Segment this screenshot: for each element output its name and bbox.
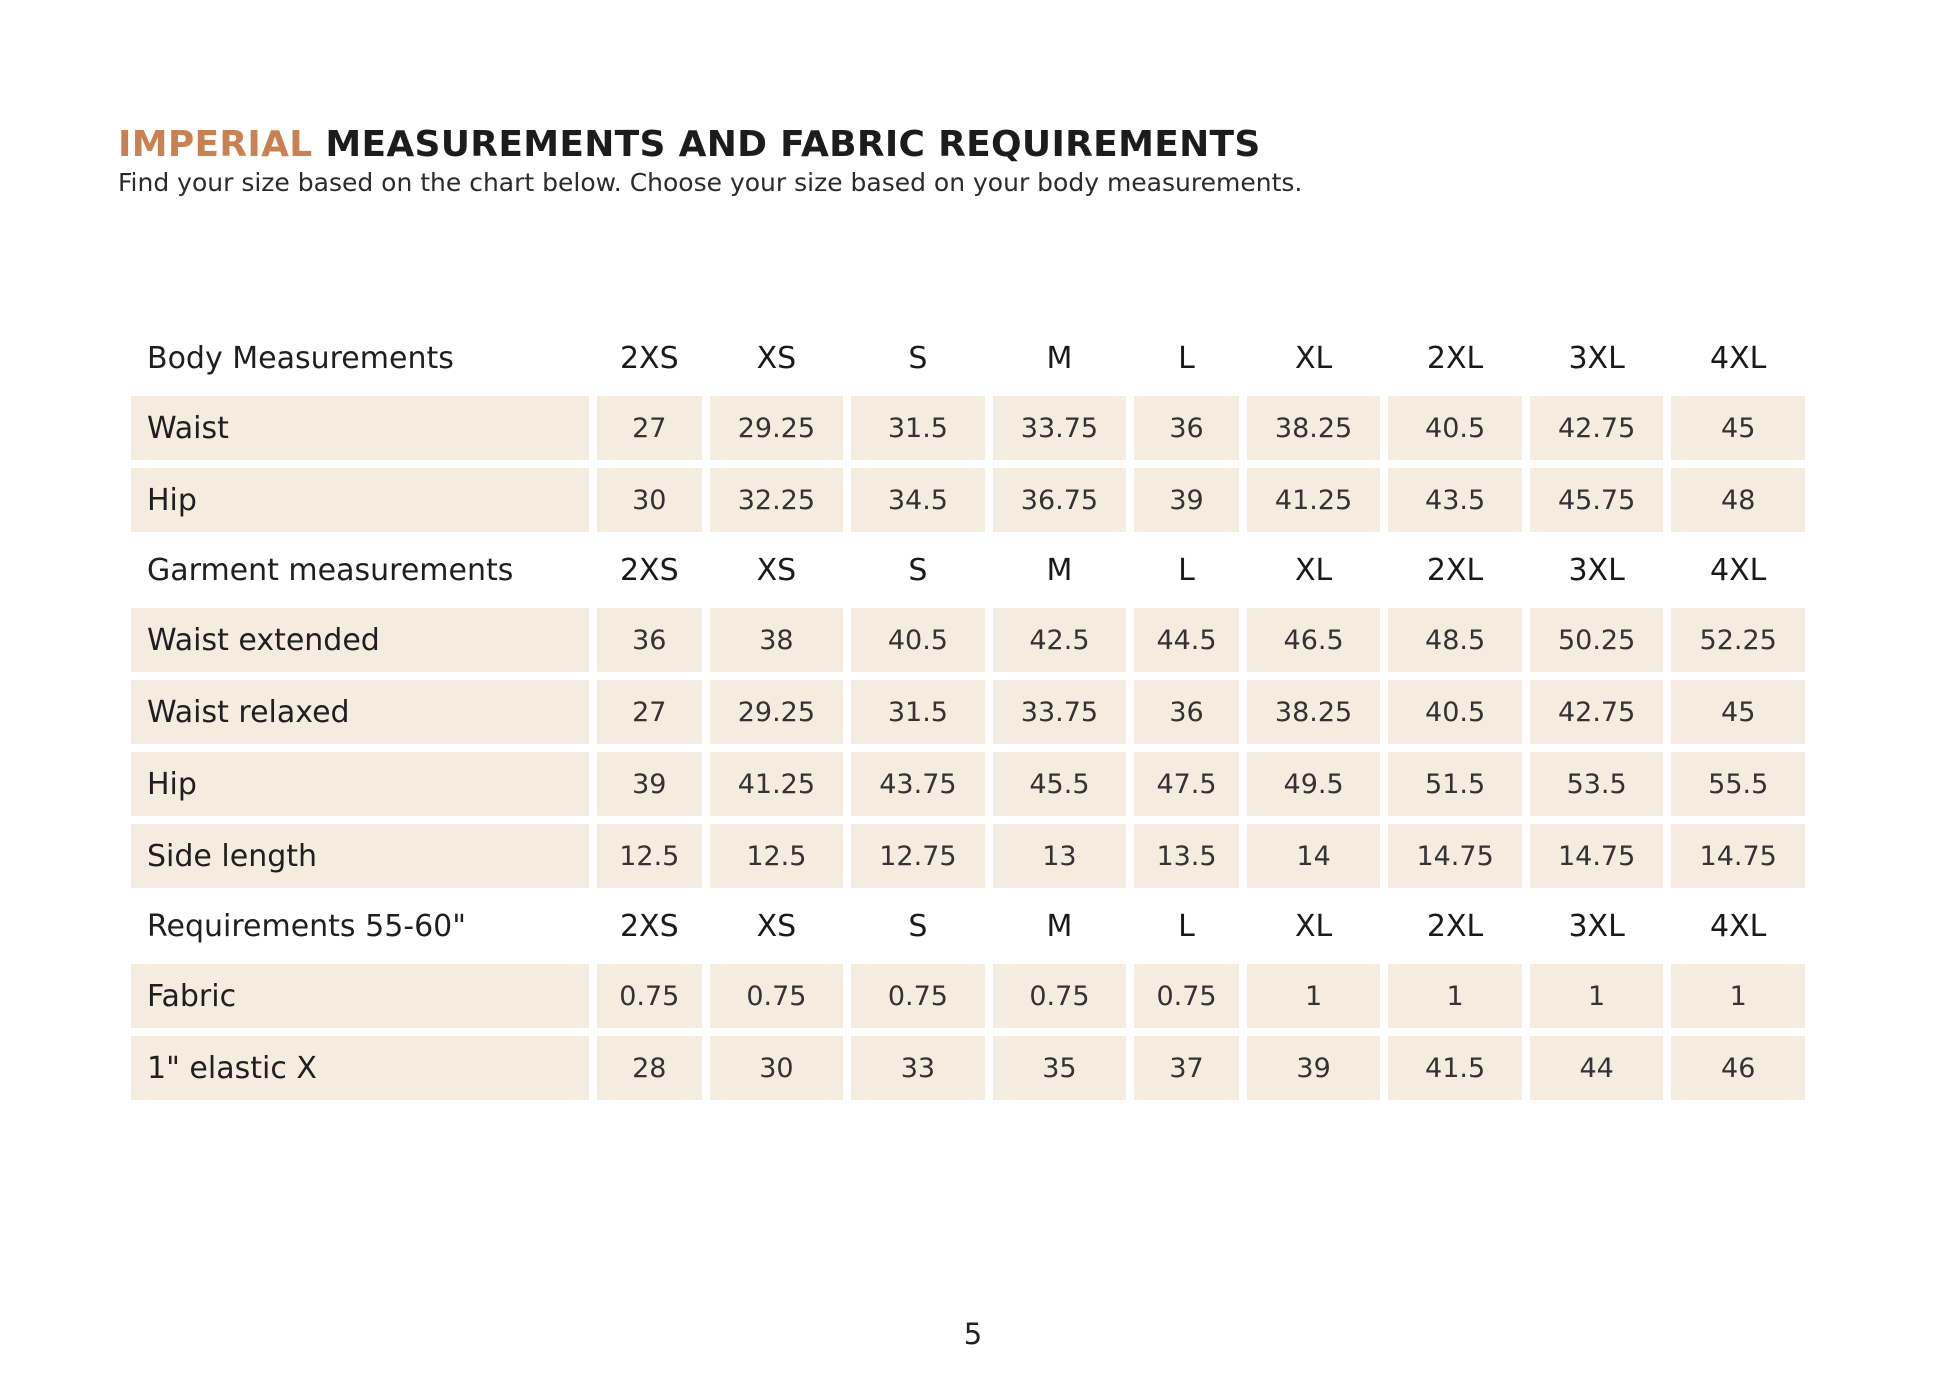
value-cell: 48 [1671,468,1805,532]
measurement-row-waist-relaxed [131,680,1805,744]
size-column-header: M [1046,340,1073,376]
section-heading: Body Measurements [147,340,454,376]
size-column-header: 2XL [1426,908,1484,944]
size-column-header: XS [756,552,797,588]
section-heading: Requirements 55-60" [147,908,467,944]
value-cell: 37 [1134,1036,1239,1100]
value-cell: 1 [1388,964,1522,1028]
value-cell: 31.5 [851,680,985,744]
value-cell: 45.5 [993,752,1127,816]
value-cell: 33.75 [993,680,1127,744]
value-cell: 14 [1247,824,1381,888]
size-column-header: S [908,908,928,944]
size-column-header: 2XS [619,340,679,376]
measurement-row-waist [131,396,1805,460]
size-column-header: 3XL [1568,552,1625,588]
value-cell: 50.25 [1530,608,1664,672]
value-cell: 36 [1134,396,1239,460]
value-cell: 41.25 [710,752,844,816]
size-column-header: XL [1294,552,1333,588]
size-column-header: 3XL [1568,340,1625,376]
value-cell: 36 [1134,680,1239,744]
value-cell: 42.75 [1530,680,1664,744]
measurement-row-1-elastic-x [131,1036,1805,1100]
value-cell: 43.75 [851,752,985,816]
value-cell: 12.5 [710,824,844,888]
value-cell: 39 [1247,1036,1381,1100]
value-cell: 30 [710,1036,844,1100]
value-cell: 38 [710,608,844,672]
value-cell: 0.75 [851,964,985,1028]
value-cell: 34.5 [851,468,985,532]
value-cell: 40.5 [1388,680,1522,744]
title-rest: MEASUREMENTS AND FABRIC REQUIREMENTS [325,124,1261,165]
value-cell: 42.5 [993,608,1127,672]
value-cell: 12.5 [597,824,702,888]
value-cell: 30 [597,468,702,532]
row-label: Side length [131,824,589,888]
value-cell: 27 [597,680,702,744]
row-label: Waist [131,396,589,460]
value-cell: 40.5 [851,608,985,672]
size-column-header: 4XL [1710,552,1767,588]
value-cell: 45.75 [1530,468,1664,532]
title-accent: IMPERIAL [118,124,313,165]
value-cell: 35 [993,1036,1127,1100]
measurement-row-hip [131,752,1805,816]
value-cell: 36.75 [993,468,1127,532]
value-cell: 14.75 [1388,824,1522,888]
value-cell: 28 [597,1036,702,1100]
value-cell: 45 [1671,680,1805,744]
value-cell: 1 [1247,964,1381,1028]
section-header-row [131,328,1805,388]
value-cell: 44.5 [1134,608,1239,672]
row-label: Waist extended [131,608,589,672]
value-cell: 40.5 [1388,396,1522,460]
size-column-header: M [1046,908,1073,944]
value-cell: 53.5 [1530,752,1664,816]
value-cell: 46.5 [1247,608,1381,672]
value-cell: 47.5 [1134,752,1239,816]
value-cell: 41.5 [1388,1036,1522,1100]
size-chart-body [131,328,1805,1100]
value-cell: 32.25 [710,468,844,532]
value-cell: 14.75 [1530,824,1664,888]
size-column-header: XS [756,908,797,944]
value-cell: 49.5 [1247,752,1381,816]
value-cell: 0.75 [597,964,702,1028]
size-chart-table [123,320,1813,1108]
value-cell: 45 [1671,396,1805,460]
value-cell: 0.75 [710,964,844,1028]
size-column-header: XL [1294,908,1333,944]
size-column-header: L [1178,552,1195,588]
size-column-header: XS [756,340,797,376]
measurement-row-waist-extended [131,608,1805,672]
value-cell: 29.25 [710,680,844,744]
size-column-header: S [908,552,928,588]
size-column-header: 4XL [1710,908,1767,944]
size-column-header: L [1178,908,1195,944]
value-cell: 27 [597,396,702,460]
value-cell: 0.75 [1134,964,1239,1028]
value-cell: 46 [1671,1036,1805,1100]
row-label: Hip [131,468,589,532]
page-subtitle: Find your size based on the chart below. Choose your size based on your body measurements. [118,168,1303,197]
value-cell: 13 [993,824,1127,888]
value-cell: 1 [1530,964,1664,1028]
measurement-row-hip [131,468,1805,532]
measurement-row-side-length [131,824,1805,888]
value-cell: 48.5 [1388,608,1522,672]
size-column-header: L [1178,340,1195,376]
size-column-header: S [908,340,928,376]
value-cell: 36 [597,608,702,672]
row-label: 1" elastic X [131,1036,589,1100]
value-cell: 51.5 [1388,752,1522,816]
size-column-header: 2XS [619,908,679,944]
section-header-row [131,896,1805,956]
value-cell: 14.75 [1671,824,1805,888]
value-cell: 33 [851,1036,985,1100]
size-column-header: 2XL [1426,552,1484,588]
measurement-row-fabric [131,964,1805,1028]
size-column-header: 2XS [619,552,679,588]
row-label: Hip [131,752,589,816]
value-cell: 33.75 [993,396,1127,460]
size-column-header: XL [1294,340,1333,376]
row-label: Waist relaxed [131,680,589,744]
size-column-header: M [1046,552,1073,588]
value-cell: 38.25 [1247,396,1381,460]
value-cell: 13.5 [1134,824,1239,888]
value-cell: 38.25 [1247,680,1381,744]
size-column-header: 4XL [1710,340,1767,376]
value-cell: 39 [1134,468,1239,532]
row-label: Fabric [131,964,589,1028]
section-heading: Garment measurements [147,552,514,588]
size-column-header: 2XL [1426,340,1484,376]
value-cell: 0.75 [993,964,1127,1028]
section-header-row [131,540,1805,600]
value-cell: 55.5 [1671,752,1805,816]
value-cell: 52.25 [1671,608,1805,672]
value-cell: 43.5 [1388,468,1522,532]
value-cell: 41.25 [1247,468,1381,532]
value-cell: 31.5 [851,396,985,460]
value-cell: 44 [1530,1036,1664,1100]
value-cell: 39 [597,752,702,816]
value-cell: 1 [1671,964,1805,1028]
value-cell: 29.25 [710,396,844,460]
value-cell: 12.75 [851,824,985,888]
page-number: 5 [963,1317,983,1351]
page-title [118,124,1261,165]
value-cell: 42.75 [1530,396,1664,460]
size-column-header: 3XL [1568,908,1625,944]
